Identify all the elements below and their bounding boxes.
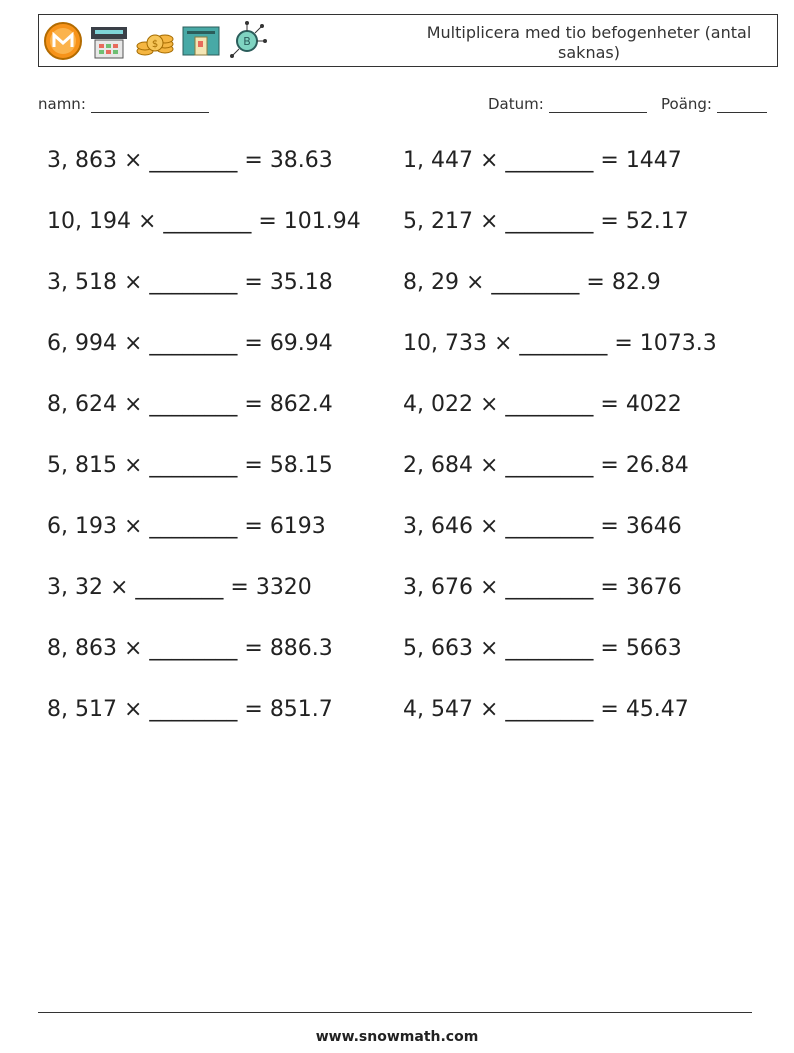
atm-icon — [181, 21, 221, 61]
problem-left-6: 5, 815 × ________ = 58.15 — [47, 453, 333, 478]
problem-left-2: 10, 194 × ________ = 101.94 — [47, 209, 361, 234]
problem-right-3: 8, 29 × ________ = 82.9 — [403, 270, 661, 295]
problem-left-8: 3, 32 × ________ = 3320 — [47, 575, 312, 600]
problem-right-7: 3, 646 × ________ = 3646 — [403, 514, 682, 539]
problem-right-5: 4, 022 × ________ = 4022 — [403, 392, 682, 417]
cash-register-icon — [89, 21, 129, 61]
problem-left-3: 3, 518 × ________ = 35.18 — [47, 270, 333, 295]
problem-left-9: 8, 863 × ________ = 886.3 — [47, 636, 333, 661]
date-field — [488, 95, 647, 113]
problem-left-5: 8, 624 × ________ = 862.4 — [47, 392, 333, 417]
svg-text:$: $ — [151, 39, 159, 50]
date-label: Datum: — [488, 95, 544, 113]
score-blank[interactable] — [717, 98, 767, 113]
svg-text:B: B — [243, 35, 251, 48]
problem-right-9: 5, 663 × ________ = 5663 — [403, 636, 682, 661]
problem-left-1: 3, 863 × ________ = 38.63 — [47, 148, 333, 173]
problem-left-4: 6, 994 × ________ = 69.94 — [47, 331, 333, 356]
footer-divider — [38, 1012, 752, 1013]
score-label: Poäng: — [661, 95, 712, 113]
footer-url[interactable]: www.snowmath.com — [315, 1029, 479, 1045]
problem-right-2: 5, 217 × ________ = 52.17 — [403, 209, 689, 234]
name-label: namn: — [38, 95, 86, 113]
coin-stacks-icon — [135, 21, 175, 61]
problem-right-8: 3, 676 × ________ = 3676 — [403, 575, 682, 600]
name-blank[interactable] — [91, 98, 209, 113]
worksheet-header — [38, 14, 778, 67]
worksheet-title: Multiplicera med tio befogenheter (antal saknas) — [426, 23, 752, 62]
name-field — [38, 95, 209, 113]
problem-right-1: 1, 447 × ________ = 1447 — [403, 148, 682, 173]
bitcoin-network-icon — [227, 21, 267, 61]
problem-right-4: 10, 733 × ________ = 1073.3 — [403, 331, 717, 356]
icon-strip — [43, 21, 267, 61]
problem-right-10: 4, 547 × ________ = 45.47 — [403, 697, 689, 722]
problem-left-10: 8, 517 × ________ = 851.7 — [47, 697, 333, 722]
date-blank[interactable] — [549, 98, 647, 113]
problem-left-7: 6, 193 × ________ = 6193 — [47, 514, 326, 539]
monero-coin-icon — [43, 21, 83, 61]
score-field — [661, 95, 767, 113]
problem-right-6: 2, 684 × ________ = 26.84 — [403, 453, 689, 478]
